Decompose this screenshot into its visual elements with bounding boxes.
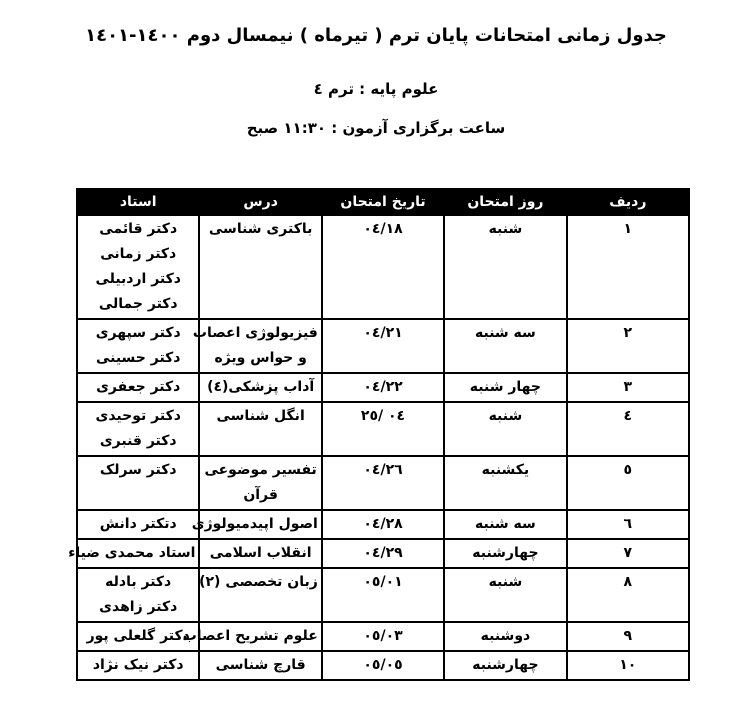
exam-schedule-table (68, 188, 690, 681)
exam-day-cell (444, 402, 566, 456)
professor-cell-text: دکتر زاهدی (99, 599, 178, 615)
exam-date-cell-text: ٠٥/٠٥ (363, 657, 403, 673)
col-header-exam-date: تاریخ امتحان (322, 189, 444, 215)
program-term-line: علوم پایه : ترم ٤ (313, 80, 439, 98)
exam-day-cell-text: چهارشنبه (472, 657, 539, 673)
course-cell (199, 402, 321, 456)
exam-date-cell-text: ٠٤/١٨ (363, 221, 403, 237)
professor-cell-text: دکتر زمانی (100, 246, 177, 262)
professor-cell (77, 568, 199, 622)
exam-day-cell (444, 215, 566, 319)
professor-cell-text: دکتر اردبیلی (95, 271, 181, 287)
table-row (77, 651, 689, 680)
exam-date-cell (322, 215, 444, 319)
row-number-cell-text: ١ (623, 221, 633, 237)
col-header-exam-day: روز امتحان (444, 189, 566, 215)
professor-cell-text: دتکتر دانش (99, 516, 177, 532)
row-number-cell-text: ٧ (623, 545, 633, 561)
course-cell-text: انقلاب اسلامی (209, 545, 312, 561)
exam-date-cell-text: ٠٤/٢١ (363, 325, 403, 341)
course-cell (192, 319, 321, 373)
exam-date-cell (322, 568, 444, 622)
row-number-cell (567, 510, 689, 539)
row-number-cell-text: ٥ (623, 462, 633, 478)
exam-day-cell (444, 568, 566, 622)
professor-cell-text: دکتر سرلک (99, 462, 177, 478)
professor-cell-text: دکتر قنبری (99, 433, 177, 449)
professor-cell (68, 539, 199, 568)
row-number-cell (567, 319, 689, 373)
professor-cell-text: دکتر حسینی (95, 350, 181, 366)
row-number-cell (567, 215, 689, 319)
exam-date-cell-text: ٠٤ /٢٥ (360, 408, 406, 424)
exam-day-cell (444, 622, 566, 651)
table-row (77, 568, 689, 622)
exam-day-cell (444, 456, 566, 510)
row-number-cell (567, 622, 689, 651)
row-number-cell (567, 539, 689, 568)
row-number-cell-text: ٨ (623, 574, 633, 590)
table-row (77, 622, 689, 651)
exam-day-cell (444, 510, 566, 539)
professor-cell (77, 402, 199, 456)
exam-day-cell-text: یکشنبه (481, 462, 530, 478)
exam-day-cell-text: سه شنبه (475, 516, 536, 532)
col-header-row-number: ردیف (567, 189, 689, 215)
professor-cell-text: دکتر توحیدی (95, 408, 181, 424)
course-cell-text: زبان تخصصی (٢) (199, 574, 318, 590)
col-header-professor: استاد (77, 189, 199, 215)
row-number-cell-text: ٢ (623, 325, 633, 341)
table-row (77, 539, 689, 568)
row-number-cell-text: ٤ (623, 408, 633, 424)
course-cell-text: فیزیولوژی اعصاب (192, 325, 318, 341)
row-number-cell (567, 402, 689, 456)
course-cell (182, 622, 321, 651)
course-cell (191, 510, 321, 539)
exam-date-cell (322, 456, 444, 510)
exam-day-cell (444, 319, 566, 373)
course-cell-text: علوم تشریح اعصاب (182, 628, 318, 644)
professor-cell-text: دکتر جعفری (96, 379, 181, 395)
course-cell (199, 373, 321, 402)
exam-date-cell (322, 402, 444, 456)
course-cell-text: آداب پزشکی(٤) (207, 379, 315, 395)
professor-cell (77, 651, 199, 680)
course-cell-text: و حواس ویژه (214, 350, 307, 366)
course-cell (199, 215, 321, 319)
row-number-cell (567, 456, 689, 510)
exam-time-line: ساعت برگزاری آزمون : ١١:٣٠ صبح (246, 119, 506, 137)
exam-day-cell (444, 651, 566, 680)
exam-date-cell-text: ٠٤/٢٩ (363, 545, 403, 561)
course-cell (199, 651, 321, 680)
professor-cell (77, 319, 199, 373)
professor-cell-text: دکتر جمالی (98, 296, 178, 312)
exam-day-cell-text: چهارشنبه (472, 545, 539, 561)
professor-cell (77, 456, 199, 510)
exam-date-cell (322, 539, 444, 568)
exam-day-cell-text: سه شنبه (475, 325, 536, 341)
table-header (77, 189, 689, 215)
document-header (0, 24, 752, 139)
row-number-cell (567, 568, 689, 622)
table-row (77, 510, 689, 539)
row-number-cell (567, 373, 689, 402)
course-cell-text: باکتری شناسی (208, 221, 313, 237)
professor-cell-text: دکتر گلعلی پور (86, 628, 190, 644)
exam-date-cell-text: ٠٤/٢٦ (363, 462, 403, 478)
row-number-cell-text: ٦ (623, 516, 633, 532)
exam-date-cell (322, 622, 444, 651)
row-number-cell-text: ١٠ (619, 657, 637, 673)
course-cell (199, 568, 321, 622)
row-number-cell-text: ٣ (623, 379, 633, 395)
exam-day-cell (444, 373, 566, 402)
professor-cell-text: استاد محمدی ضیاء (68, 545, 196, 561)
exam-date-cell (322, 319, 444, 373)
professor-cell (77, 373, 199, 402)
exam-date-cell-text: ٠٤/٢٨ (363, 516, 403, 532)
exam-table-body (68, 215, 689, 680)
exam-day-cell-text: شنبه (488, 574, 523, 590)
professor-cell-text: دکتر بادله (105, 574, 172, 590)
exam-date-cell-text: ٠٤/٢٢ (363, 379, 403, 395)
exam-day-cell-text: چهار شنبه (469, 379, 542, 395)
professor-cell (77, 622, 199, 651)
professor-cell-text: دکتر قائمی (99, 221, 178, 237)
course-cell-text: قارچ شناسی (215, 657, 306, 673)
exam-date-cell-text: ٠٥/٠١ (363, 574, 403, 590)
col-header-course: درس (199, 189, 321, 215)
course-cell-text: قرآن (243, 487, 278, 503)
professor-cell (77, 215, 199, 319)
table-row (77, 319, 689, 373)
professor-cell-text: دکتر نیک نژاد (92, 657, 184, 673)
exam-date-cell (322, 510, 444, 539)
course-cell-text: تفسیر موضوعی (204, 462, 317, 478)
exam-day-cell-text: دوشنبه (480, 628, 531, 644)
professor-cell (77, 510, 199, 539)
course-cell-text: اصول اپیدمیولوژی (191, 516, 318, 532)
exam-date-cell (322, 651, 444, 680)
document-title: جدول زمانی امتحانات پایان ترم ( تیرماه ) نیمسال دوم ١٤٠٠-١٤٠١ (85, 25, 667, 46)
exam-date-cell-text: ٠٥/٠٣ (363, 628, 403, 644)
course-cell (199, 456, 321, 510)
table-row (77, 402, 689, 456)
table-row (77, 456, 689, 510)
header-row (77, 189, 689, 215)
professor-cell-text: دکتر سپهری (95, 325, 181, 341)
exam-day-cell (444, 539, 566, 568)
exam-day-cell-text: شنبه (488, 221, 523, 237)
course-cell-text: انگل شناسی (216, 408, 305, 424)
table-row (77, 215, 689, 319)
row-number-cell-text: ٩ (623, 628, 633, 644)
exam-date-cell (322, 373, 444, 402)
table-row (77, 373, 689, 402)
row-number-cell (567, 651, 689, 680)
exam-day-cell-text: شنبه (488, 408, 523, 424)
course-cell (199, 539, 321, 568)
